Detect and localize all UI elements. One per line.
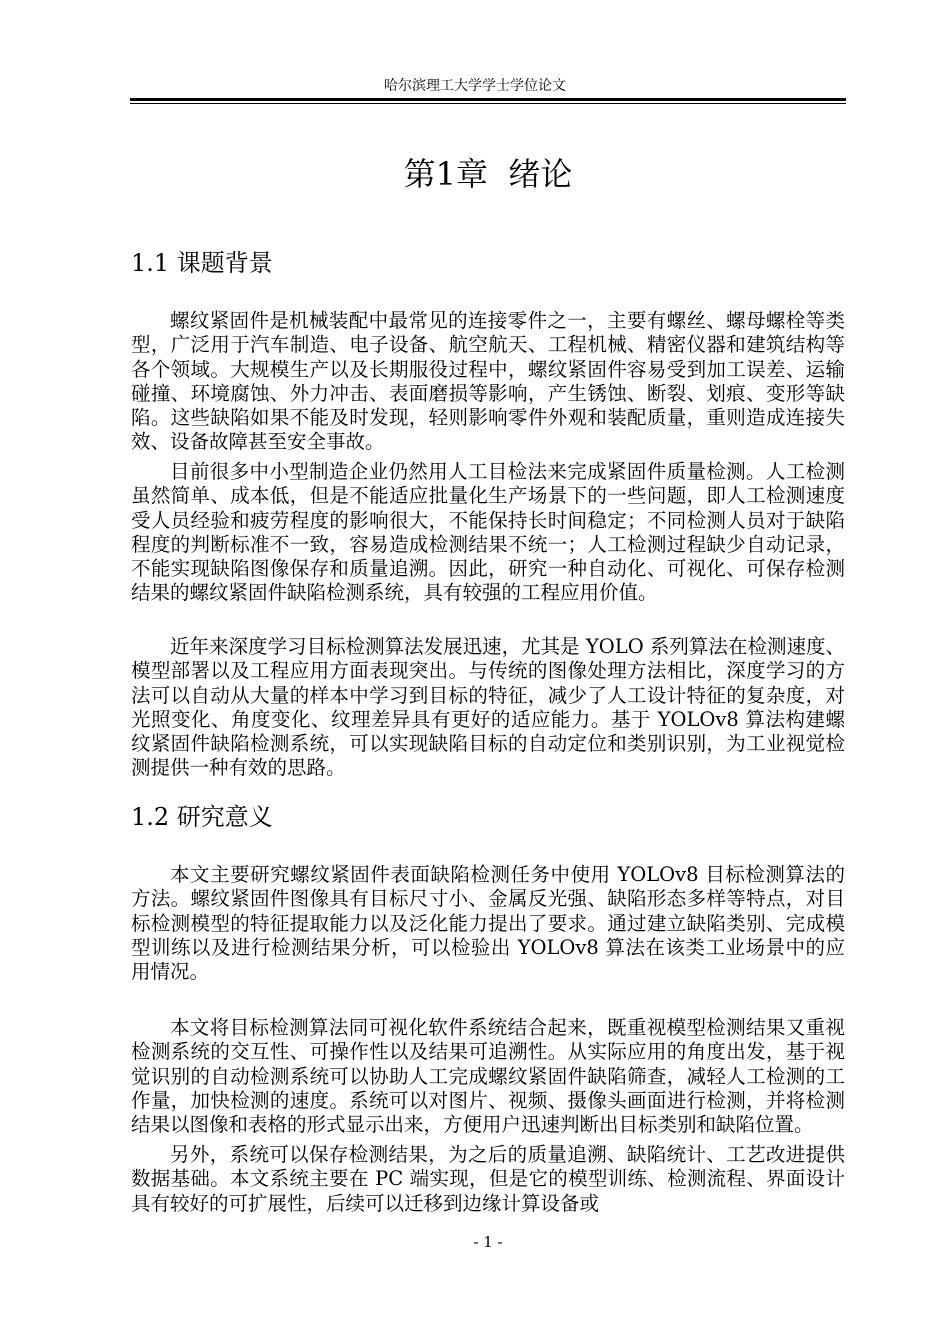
section-heading-1-1: 1.1 课题背景 [131, 249, 273, 277]
paragraph: 目前很多中小型制造企业仍然用人工目检法来完成紧固件质量检测。人工检测虽然简单、成本低，但是不能适应批量化生产场景下的一些问题，即人工检测速度受人员经验和疲劳程度的影响很大，不能保持长时间稳定；不同检测人员对于缺陷程度的判断标准不一致，容易造成检测结果不统一；人工检测过程缺少自动记录，不能实现缺陷图像保存和质量追溯。因此，研究一种自动化、可视化、可保存检测结果的螺纹紧固件缺陷检测系统，具有较强的工程应用价值。 [131, 460, 845, 605]
page-number: - 1 - [473, 1233, 503, 1251]
header-rule-thin [130, 103, 846, 104]
section-heading-1-2: 1.2 研究意义 [131, 803, 273, 831]
paragraph: 螺纹紧固件是机械装配中最常见的连接零件之一，主要有螺丝、螺母螺栓等类型，广泛用于汽车制造、电子设备、航空航天、工程机械、精密仪器和建筑结构等各个领域。大规模生产以及长期服役过程中，螺纹紧固件容易受到加工误差、运输碰撞、环境腐蚀、外力冲击、表面磨损等影响，产生锈蚀、断裂、划痕、变形等缺陷。这些缺陷如果不能及时发现，轻则影响零件外观和装配质量，重则造成连接失效、设备故障甚至安全事故。 [131, 309, 845, 454]
chapter-title: 第1章 绪论 [403, 155, 573, 193]
header-rule [130, 98, 846, 101]
paragraph: 另外，系统可以保存检测结果，为之后的质量追溯、缺陷统计、工艺改进提供数据基础。本文系统主要在 PC 端实现，但是它的模型训练、检测流程、界面设计具有较好的可扩展性，后续可以迁移到边缘计算设备或 [131, 1143, 845, 1215]
paragraph: 本文主要研究螺纹紧固件表面缺陷检测任务中使用 YOLOv8 目标检测算法的方法。螺纹紧固件图像具有目标尺寸小、金属反光强、缺陷形态多样等特点，对目标检测模型的特征提取能力以及泛化能力提出了要求。通过建立缺陷类别、完成模型训练以及进行检测结果分析，可以检验出 YOLOv8 算法在该类工业场景中的应用情况。 [131, 863, 845, 984]
running-header: 哈尔滨理工大学学士学位论文 [384, 78, 566, 94]
paragraph: 本文将目标检测算法同可视化软件系统结合起来，既重视模型检测结果又重视检测系统的交互性、可操作性以及结果可追溯性。从实际应用的角度出发，基于视觉识别的自动检测系统可以协助人工完成螺纹紧固件缺陷筛查，减轻人工检测的工作量，加快检测的速度。系统可以对图片、视频、摄像头画面进行检测，并将检测结果以图像和表格的形式显示出来，方便用户迅速判断出目标类别和缺陷位置。 [131, 1016, 845, 1137]
paragraph: 近年来深度学习目标检测算法发展迅速，尤其是 YOLO 系列算法在检测速度、模型部署以及工程应用方面表现突出。与传统的图像处理方法相比，深度学习的方法可以自动从大量的样本中学习到目标的特征，减少了人工设计特征的复杂度，对光照变化、角度变化、纹理差异具有更好的适应能力。基于 YOLOv8 算法构建螺纹紧固件缺陷检测系统，可以实现缺陷目标的自动定位和类别识别，为工业视觉检测提供一种有效的思路。 [131, 635, 845, 780]
